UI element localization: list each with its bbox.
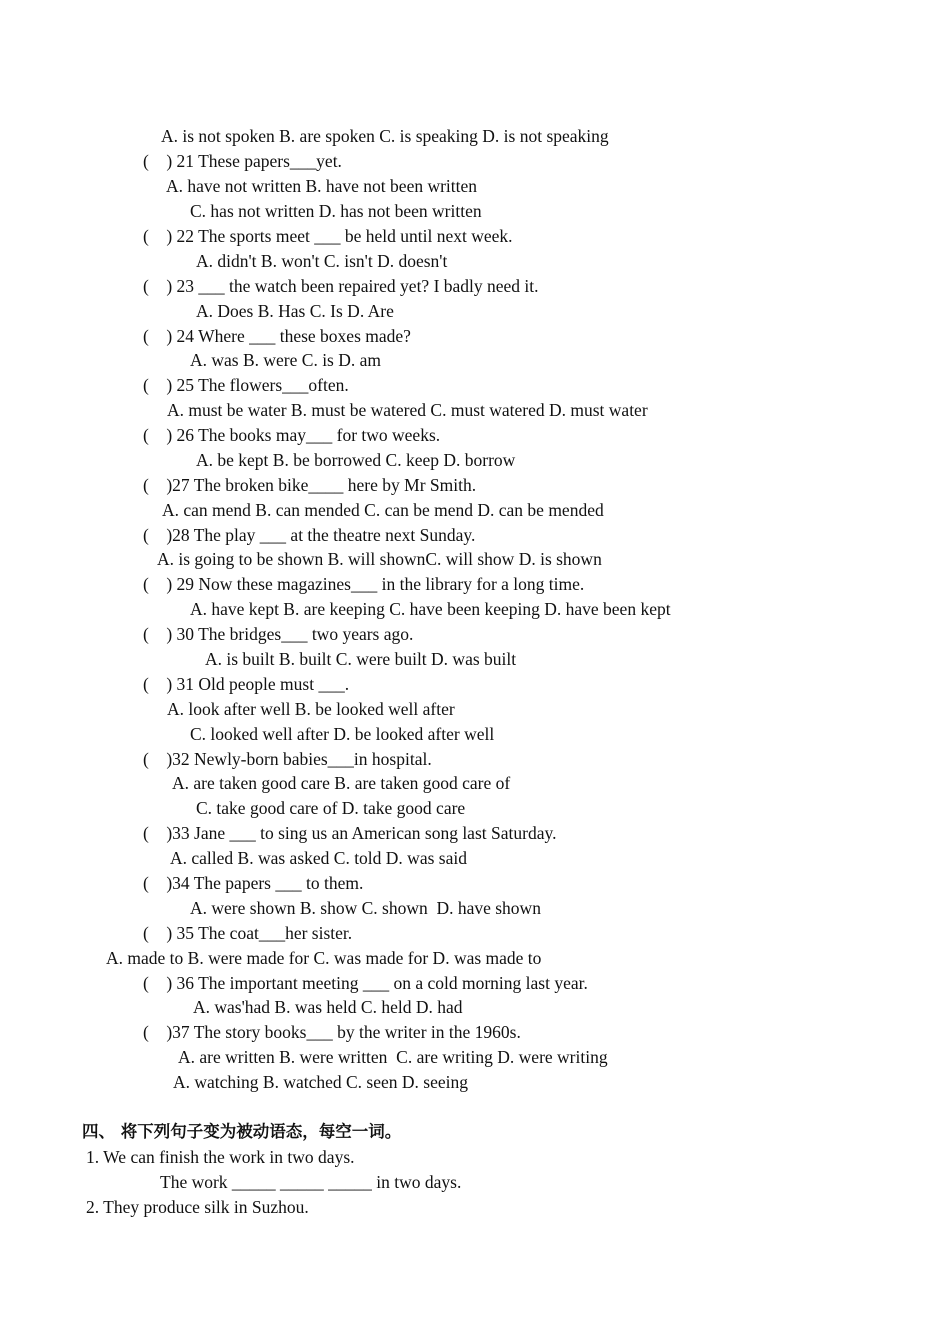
q30-options: A. is built B. built C. were built D. was built — [205, 649, 517, 669]
q25-options: A. must be water B. must be watered C. must watered D. must water — [167, 400, 648, 420]
q21-stem: ( ) 21 These papers___yet. — [143, 151, 342, 171]
q23-stem: ( ) 23 ___ the watch been repaired yet? I badly need it. — [143, 276, 539, 296]
q25-stem: ( ) 25 The flowers___often. — [143, 375, 349, 395]
stray-options: A. watching B. watched C. seen D. seeing — [173, 1072, 468, 1092]
item2-sentence: 2. They produce silk in Suzhou. — [86, 1197, 309, 1217]
q28-options: A. is going to be shown B. will shownC. will show D. is shown — [157, 549, 602, 569]
q37-stem: ( )37 The story books___ by the writer in the 1960s. — [143, 1022, 521, 1042]
q35-options: A. made to B. were made for C. was made for D. was made to — [106, 948, 542, 968]
q24-stem: ( ) 24 Where ___ these boxes made? — [143, 326, 411, 346]
q34-stem: ( )34 The papers ___ to them. — [143, 873, 364, 893]
q29-options: A. have kept B. are keeping C. have been keeping D. have been kept — [190, 599, 671, 619]
q29-stem: ( ) 29 Now these magazines___ in the library for a long time. — [143, 574, 585, 594]
q24-options: A. was B. were C. is D. am — [190, 350, 382, 370]
section-four-heading: 四、 将下列句子变为被动语态，每空一词。 — [82, 1122, 402, 1141]
q22-options: A. didn't B. won't C. isn't D. doesn't — [196, 251, 448, 271]
q32-stem: ( )32 Newly-born babies___in hospital. — [143, 749, 432, 769]
q27-options: A. can mend B. can mended C. can be mend D. can be mended — [162, 500, 604, 520]
q31-stem: ( ) 31 Old people must ___. — [143, 674, 350, 694]
q27-stem: ( )27 The broken bike____ here by Mr Smith. — [143, 475, 477, 495]
q32-options-1: A. are taken good care B. are taken good care of — [172, 773, 511, 793]
q21-options-1: A. have not written B. have not been written — [166, 176, 478, 196]
q23-options: A. Does B. Has C. Is D. Are — [196, 301, 394, 321]
q36-options: A. was'had B. was held C. held D. had — [193, 997, 463, 1017]
q33-options: A. called B. was asked C. told D. was said — [170, 848, 467, 868]
q37-options: A. are written B. were written C. are writing D. were writing — [178, 1047, 608, 1067]
q28-stem: ( )28 The play ___ at the theatre next Sunday. — [143, 525, 476, 545]
q31-options-1: A. look after well B. be looked well after — [167, 699, 455, 719]
q22-stem: ( ) 22 The sports meet ___ be held until next week. — [143, 226, 513, 246]
q26-stem: ( ) 26 The books may___ for two weeks. — [143, 425, 441, 445]
item1-answer-line: The work _____ _____ _____ in two days. — [160, 1172, 462, 1192]
q34-options: A. were shown B. show C. shown D. have shown — [190, 898, 541, 918]
q21-options-2: C. has not written D. has not been written — [190, 201, 482, 221]
q35-stem: ( ) 35 The coat___her sister. — [143, 923, 353, 943]
q30-stem: ( ) 30 The bridges___ two years ago. — [143, 624, 414, 644]
q33-stem: ( )33 Jane ___ to sing us an American song last Saturday. — [143, 823, 557, 843]
q32-options-2: C. take good care of D. take good care — [196, 798, 466, 818]
q31-options-2: C. looked well after D. be looked after well — [190, 724, 495, 744]
q26-options: A. be kept B. be borrowed C. keep D. borrow — [196, 450, 516, 470]
q36-stem: ( ) 36 The important meeting ___ on a cold morning last year. — [143, 973, 588, 993]
q20-options: A. is not spoken B. are spoken C. is speaking D. is not speaking — [161, 126, 609, 146]
item1-sentence: 1. We can finish the work in two days. — [86, 1147, 355, 1167]
